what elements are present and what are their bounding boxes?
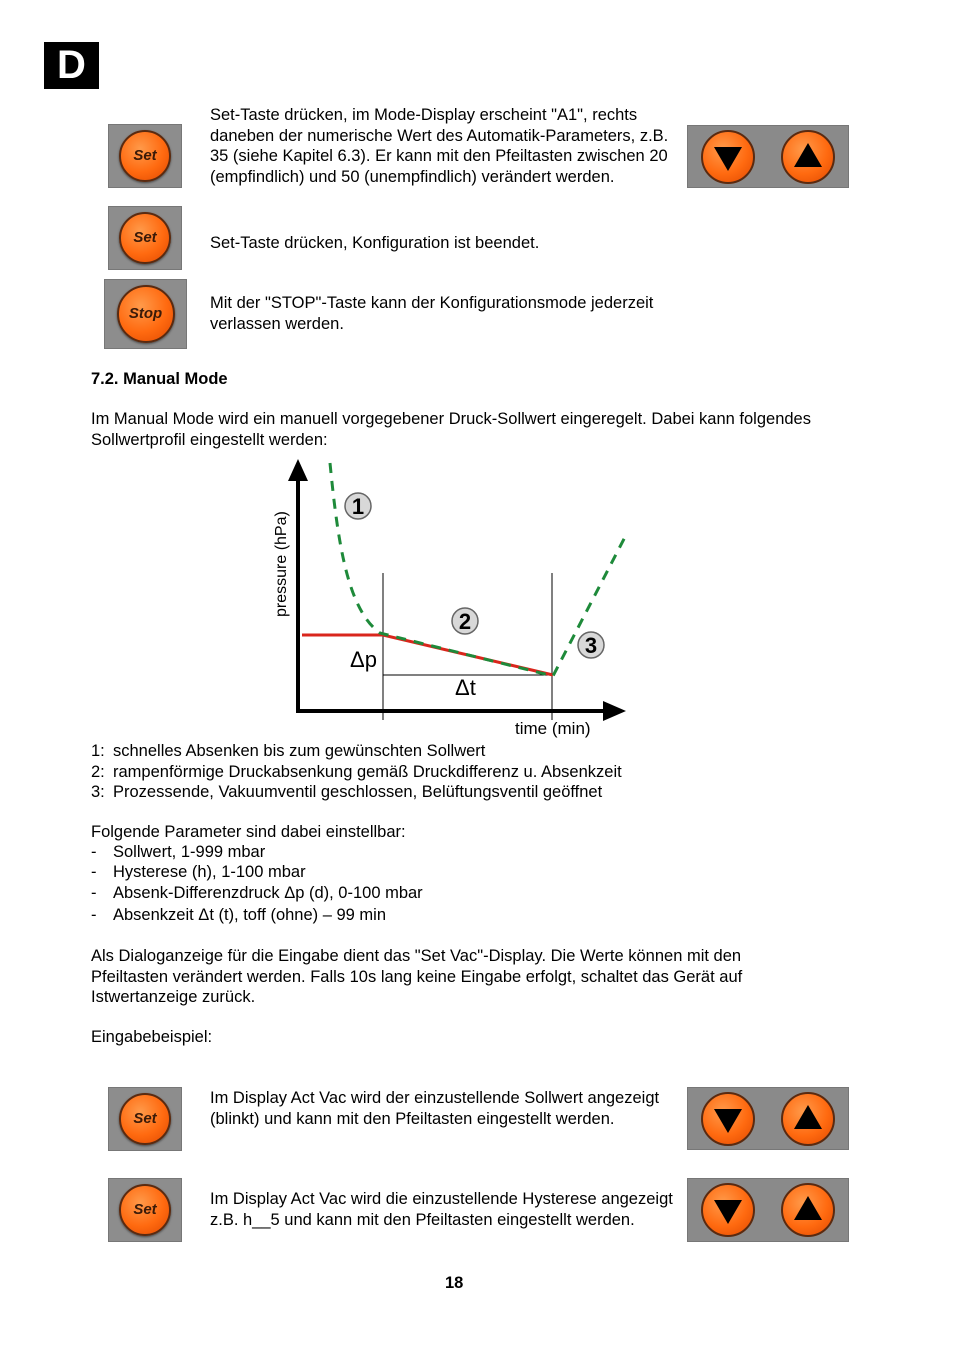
params-intro: Folgende Parameter sind dabei einstellbar: <box>91 823 406 841</box>
section-heading: 7.2. Manual Mode <box>91 370 228 388</box>
set-key: Set <box>119 1184 171 1236</box>
x-axis-arrow-icon <box>603 701 626 721</box>
marker-3 <box>578 632 604 658</box>
arrow-keys-image <box>687 1178 849 1242</box>
setpoint-curve <box>302 635 553 675</box>
arrow-down-icon <box>714 147 742 171</box>
list-item: - Absenkzeit Δt (t), toff (ohne) – 99 min <box>91 906 387 924</box>
set-button-image <box>108 206 182 270</box>
y-axis-label: pressure (hPa) <box>273 511 290 617</box>
page-number: 18 <box>445 1274 464 1292</box>
marker-2 <box>452 608 478 634</box>
y-axis-arrow-icon <box>288 459 308 481</box>
list-item: - Hysterese (h), 1-100 mbar <box>91 863 306 881</box>
config-step-3-text: Mit der "STOP"-Taste kann der Konfigurationsmode jederzeit verlassen werden. <box>210 294 654 333</box>
svg-text:1: 1 <box>351 494 365 519</box>
down-arrow-key <box>701 130 755 184</box>
example-label: Eingabebeispiel: <box>91 1028 213 1046</box>
intro-paragraph: Im Manual Mode wird ein manuell vorgegebener Druck-Sollwert eingeregelt. Dabei kann folgendes Sollwertprofil eingestellt werden: <box>91 410 811 449</box>
stop-button-image <box>104 279 187 349</box>
svg-text:2: 2 <box>458 609 472 634</box>
down-arrow-key <box>701 1183 755 1237</box>
set-key: Set <box>119 130 171 182</box>
up-arrow-key <box>781 1092 835 1146</box>
svg-text:3: 3 <box>584 633 598 658</box>
arrow-up-icon <box>794 143 822 167</box>
arrow-down-icon <box>714 1109 742 1133</box>
list-item: 1: schnelles Absenken bis zum gewünschten Sollwert <box>91 742 486 760</box>
down-arrow-key <box>701 1092 755 1146</box>
marker-1 <box>345 493 371 519</box>
x-axis-label: time (min) <box>515 719 591 738</box>
dialog-paragraph: Als Dialoganzeige für die Eingabe dient das "Set Vac"-Display. Die Werte können mit den Pfeiltasten verändert werden. Falls 10s lang keine Eingabe erfolgt, schaltet das Gerät auf Istwertanzeige zurück. <box>91 947 743 1006</box>
up-arrow-key <box>781 1183 835 1237</box>
list-item: 3: Prozessende, Vakuumventil geschlossen, Belüftungsventil geöffnet <box>91 783 603 801</box>
set-key: Set <box>119 212 171 264</box>
config-step-1-text: Set-Taste drücken, im Mode-Display erscheint "A1", rechts daneben der numerische Wert des Automatik-Parameters, z.B. 35 (siehe Kapitel 6.3). Er kann mit den Pfeiltasten zwischen 20 (empfindlich) und 50 (unempfindlich) verändert werden. <box>210 106 669 186</box>
param-list <box>91 842 871 926</box>
delta-p-label: Δp <box>350 647 377 672</box>
set-button-image <box>108 124 182 188</box>
up-arrow-key <box>781 130 835 184</box>
delta-t-label: Δt <box>455 675 476 700</box>
list-item: 2: rampenförmige Druckabsenkung gemäß Druckdifferenz u. Absenkzeit <box>91 762 622 781</box>
arrow-up-icon <box>794 1196 822 1220</box>
arrow-keys-image <box>687 125 849 188</box>
arrow-keys-image <box>687 1087 849 1150</box>
set-key: Set <box>119 1093 171 1145</box>
arrow-up-icon <box>794 1105 822 1129</box>
config-step-2-text: Set-Taste drücken, Konfiguration ist beendet. <box>210 234 540 252</box>
example-step-1-text: Im Display Act Vac wird der einzustellende Sollwert angezeigt (blinkt) und kann mit den Pfeiltasten eingestellt werden. <box>210 1089 660 1128</box>
list-item: - Sollwert, 1-999 mbar <box>91 843 266 861</box>
stop-key: Stop <box>117 285 175 343</box>
set-button-image <box>108 1087 182 1151</box>
set-button-image <box>108 1178 182 1242</box>
list-item: - Absenk-Differenzdruck Δp (d), 0-100 mbar <box>91 884 423 902</box>
phase-list <box>91 741 871 803</box>
example-step-2-text: Im Display Act Vac wird die einzustellende Hysterese angezeigt z.B. h__5 und kann mit den Pfeiltasten eingestellt werden. <box>210 1190 673 1229</box>
language-badge: D <box>44 42 99 89</box>
setpoint-profile-diagram <box>260 455 640 745</box>
arrow-down-icon <box>714 1200 742 1224</box>
